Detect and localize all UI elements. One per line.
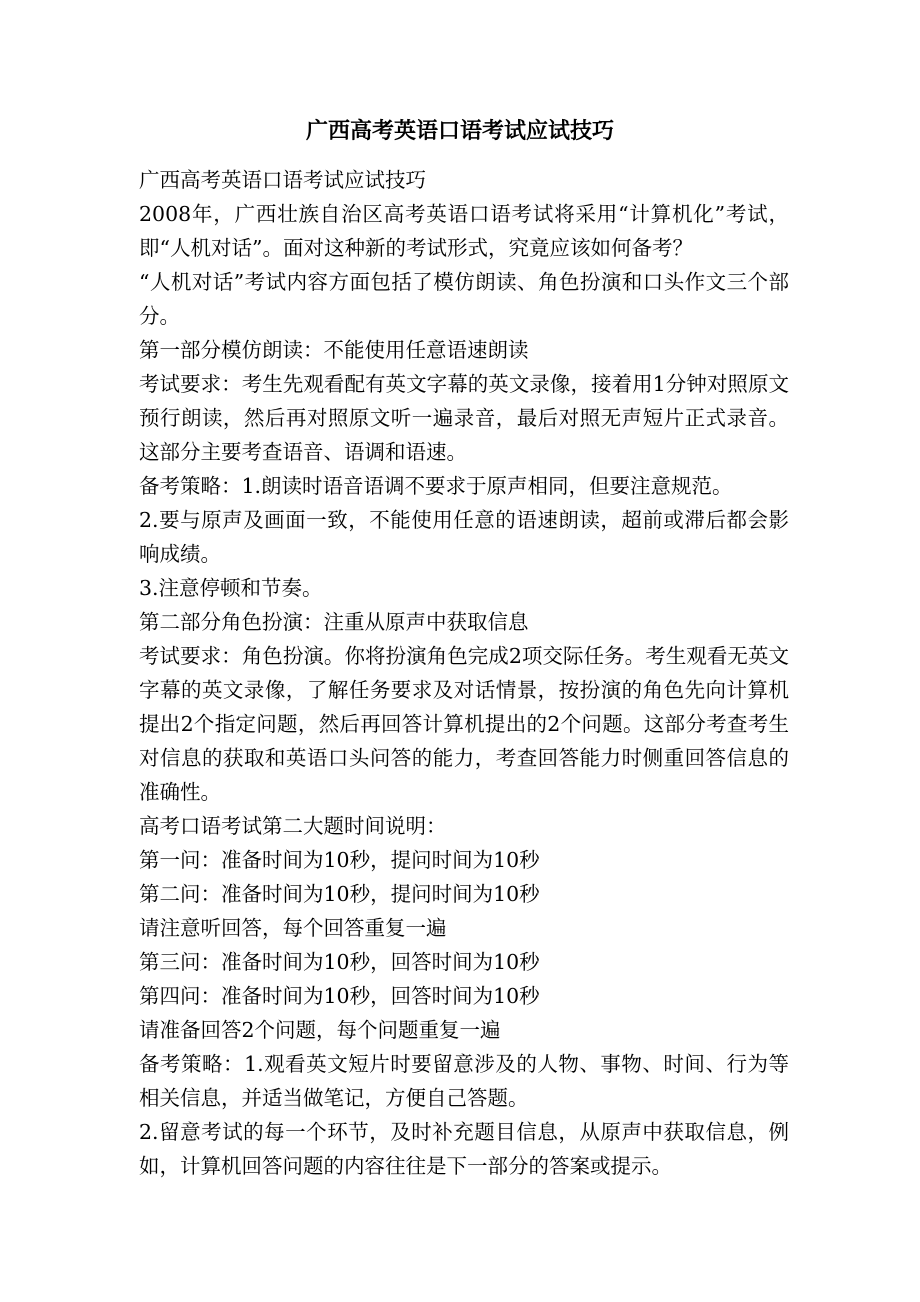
paragraph-part-one-strategy-1: 备考策略：1.朗读时语音语调不要求于原声相同，但要注意规范。 — [139, 474, 733, 498]
paragraph-timing-q2: 第二问：准备时间为10秒，提问时间为10秒 — [139, 882, 540, 906]
paragraph-part-one-strategy-3: 3.注意停顿和节奏。 — [139, 576, 323, 600]
paragraph-timing-heading: 高考口语考试第二大题时间说明： — [139, 814, 447, 838]
document-body — [139, 163, 789, 1183]
paragraph-part-one-strategy-2: 2.要与原声及画面一致，不能使用任意的语速朗读，超前或滞后都会影响成绩。 — [139, 508, 789, 566]
paragraph-subtitle: 广西高考英语口语考试应试技巧 — [139, 168, 426, 192]
paragraph-intro: 2008年，广西壮族自治区高考英语口语考试将采用“计算机化”考试，即“人机对话”。面对这种新的考试形式，究竟应该如何备考？ — [139, 202, 789, 260]
paragraph-listen-note: 请注意听回答，每个回答重复一遍 — [139, 916, 447, 940]
paragraph-part-two-requirements: 考试要求：角色扮演。你将扮演角色完成2项交际任务。考生观看无英文字幕的英文录像，了解任务要求及对话情景，按扮演的角色先向计算机提出2个指定问题，然后再回答计算机提出的2个问题。这部分考查考生对信息的获取和英语口头问答的能力，考查回答能力时侧重回答信息的准确性。 — [139, 644, 789, 804]
paragraph-part-two-strategy-2: 2.留意考试的每一个环节，及时补充题目信息，从原声中获取信息，例如，计算机回答问题的内容往往是下一部分的答案或提示。 — [139, 1120, 789, 1178]
paragraph-part-one-requirements: 考试要求：考生先观看配有英文字幕的英文录像，接着用1分钟对照原文预行朗读，然后再对照原文听一遍录音，最后对照无声短片正式录音。这部分主要考查语音、语调和语速。 — [139, 372, 789, 464]
paragraph-content-overview: “人机对话”考试内容方面包括了模仿朗读、角色扮演和口头作文三个部分。 — [139, 270, 789, 328]
paragraph-prepare-note: 请准备回答2个问题，每个问题重复一遍 — [139, 1018, 501, 1042]
paragraph-timing-q3: 第三问：准备时间为10秒，回答时间为10秒 — [139, 950, 540, 974]
section-heading-part-one: 第一部分模仿朗读：不能使用任意语速朗读 — [139, 338, 529, 362]
paragraph-part-two-strategy-1: 备考策略：1.观看英文短片时要留意涉及的人物、事物、时间、行为等相关信息，并适当做笔记，方便自己答题。 — [139, 1052, 789, 1110]
document-title: 广西高考英语口语考试应试技巧 — [305, 118, 614, 144]
paragraph-timing-q1: 第一问：准备时间为10秒，提问时间为10秒 — [139, 848, 540, 872]
section-heading-part-two: 第二部分角色扮演：注重从原声中获取信息 — [139, 610, 529, 634]
paragraph-timing-q4: 第四问：准备时间为10秒，回答时间为10秒 — [139, 984, 540, 1008]
